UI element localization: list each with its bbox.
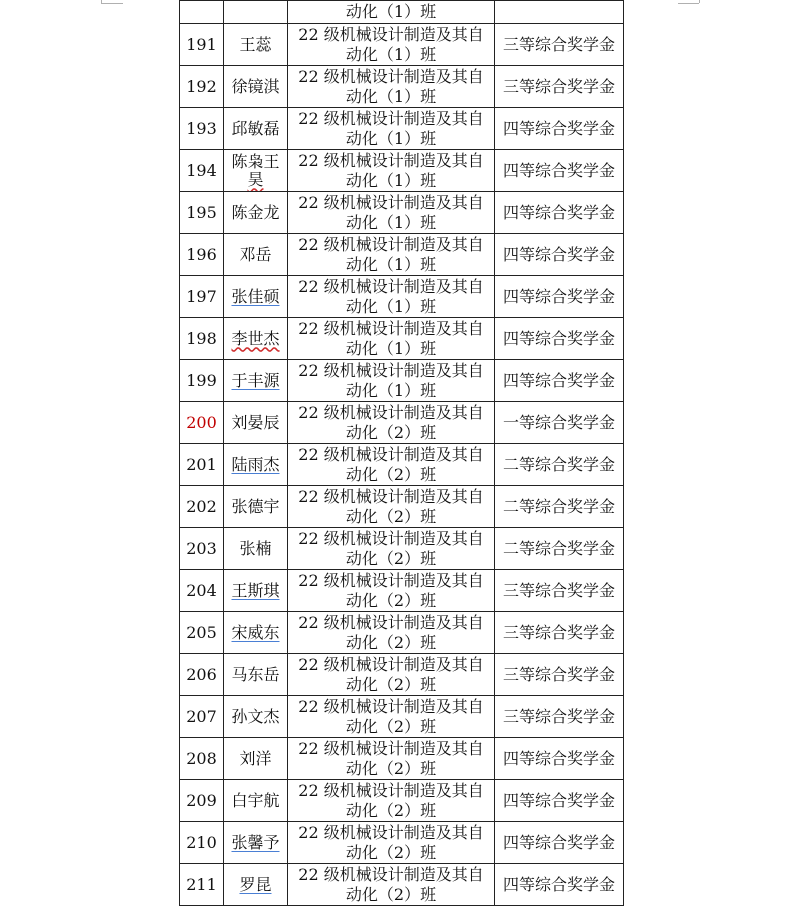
cell-class: [288, 654, 495, 696]
student-name: 孙文杰: [231, 706, 280, 726]
student-name: 李世杰: [231, 328, 280, 348]
cell-class: [288, 864, 495, 906]
table-row: [180, 66, 624, 108]
cell-name: [224, 1, 288, 24]
cell-award: 三等综合奖学金: [495, 24, 624, 66]
student-name: 于丰源: [231, 370, 280, 390]
class-line-1: 22 级机械设计制造及其自: [298, 234, 484, 254]
cell-num: 209: [180, 780, 224, 822]
table-row: [180, 486, 624, 528]
cell-class: [288, 234, 495, 276]
cell-class: [288, 192, 495, 234]
student-name: 张佳硕: [231, 286, 280, 306]
table-row: [180, 150, 624, 192]
student-name: 邱敏磊: [231, 118, 280, 138]
class-line-1: 22 级机械设计制造及其自: [298, 654, 484, 674]
cell-num: 203: [180, 528, 224, 570]
cell-class: [288, 738, 495, 780]
cell-num: 200: [180, 402, 224, 444]
cell-class: [288, 402, 495, 444]
cell-class: [288, 24, 495, 66]
class-line-1: 22 级机械设计制造及其自: [298, 276, 484, 296]
cell-award: 四等综合奖学金: [495, 738, 624, 780]
cell-name: [224, 822, 288, 864]
student-name: 邓岳: [239, 244, 272, 264]
cell-name: [224, 738, 288, 780]
class-line-2: 动化（2）班: [345, 674, 437, 694]
cell-name: [224, 318, 288, 360]
table-row: [180, 738, 624, 780]
cell-num: 208: [180, 738, 224, 780]
table-row: [180, 696, 624, 738]
student-name: 陆雨杰: [231, 454, 280, 474]
table-row: [180, 528, 624, 570]
table-row: [180, 234, 624, 276]
student-name: 白宇航: [231, 790, 280, 810]
cell-num: 207: [180, 696, 224, 738]
class-line-1: 22 级机械设计制造及其自: [298, 192, 484, 212]
class-line-2: 动化（1）班: [345, 128, 437, 148]
class-line-2: 动化（2）班: [345, 422, 437, 442]
table-row: [180, 780, 624, 822]
cell-num: 193: [180, 108, 224, 150]
cell-award: 四等综合奖学金: [495, 276, 624, 318]
table-row: [180, 402, 624, 444]
cell-name: [224, 696, 288, 738]
class-line-2: 动化（1）班: [345, 86, 437, 106]
student-name: 张楠: [239, 538, 272, 558]
student-name: 刘晏辰: [231, 412, 280, 432]
cell-name: [224, 864, 288, 906]
class-line-1: 22 级机械设计制造及其自: [298, 150, 484, 170]
cell-num: 210: [180, 822, 224, 864]
class-line-1: 22 级机械设计制造及其自: [298, 318, 484, 338]
table-row-continued: [180, 1, 624, 24]
cell-name: [224, 192, 288, 234]
class-line-1: 22 级机械设计制造及其自: [298, 570, 484, 590]
cell-num: 195: [180, 192, 224, 234]
cell-award: [495, 1, 624, 24]
cell-award: 四等综合奖学金: [495, 318, 624, 360]
class-line-1: 22 级机械设计制造及其自: [298, 360, 484, 380]
cell-num: 194: [180, 150, 224, 192]
cell-class: [288, 108, 495, 150]
cell-num: 196: [180, 234, 224, 276]
student-name: 刘洋: [239, 748, 272, 768]
cell-class: [288, 696, 495, 738]
cell-award: 一等综合奖学金: [495, 402, 624, 444]
cell-award: 二等综合奖学金: [495, 444, 624, 486]
cell-name: [224, 66, 288, 108]
scholarship-table: [179, 0, 624, 906]
class-line-1: 22 级机械设计制造及其自: [298, 402, 484, 422]
cell-num: 191: [180, 24, 224, 66]
cell-name: [224, 24, 288, 66]
cell-class: [288, 780, 495, 822]
cell-award: 四等综合奖学金: [495, 822, 624, 864]
table-row: [180, 654, 624, 696]
table-row: [180, 822, 624, 864]
cell-class: [288, 150, 495, 192]
student-name: 张馨予: [231, 832, 280, 852]
class-line-1: 22 级机械设计制造及其自: [298, 444, 484, 464]
cell-award: 四等综合奖学金: [495, 864, 624, 906]
table-row: [180, 570, 624, 612]
table-row: [180, 612, 624, 654]
class-line-2: 动化（2）班: [345, 800, 437, 820]
name-line-1: 陈枭王: [231, 151, 280, 171]
class-line-1: 22 级机械设计制造及其自: [298, 864, 484, 884]
table-body: [180, 1, 624, 906]
table-row: [180, 108, 624, 150]
cell-name: [224, 150, 288, 192]
cell-award: 三等综合奖学金: [495, 570, 624, 612]
class-line-2: 动化（1）班: [345, 254, 437, 274]
cell-name: [224, 276, 288, 318]
student-name: 陈金龙: [231, 202, 280, 222]
table-row: [180, 192, 624, 234]
table-row: [180, 360, 624, 402]
cell-name: [224, 528, 288, 570]
cell-class: [288, 360, 495, 402]
cell-name: [224, 780, 288, 822]
cell-award: 四等综合奖学金: [495, 360, 624, 402]
class-line-1: 22 级机械设计制造及其自: [298, 66, 484, 86]
cell-num: 205: [180, 612, 224, 654]
cell-class: [288, 66, 495, 108]
class-line-2: 动化（2）班: [345, 716, 437, 736]
class-line-1: 22 级机械设计制造及其自: [298, 528, 484, 548]
class-line-1: 22 级机械设计制造及其自: [298, 24, 484, 44]
cell-class: [288, 528, 495, 570]
student-name: 宋威东: [231, 622, 280, 642]
cell-num: 192: [180, 66, 224, 108]
cell-award: 二等综合奖学金: [495, 486, 624, 528]
student-name: 王蕊: [239, 34, 272, 54]
cell-class: [288, 486, 495, 528]
cell-num: 198: [180, 318, 224, 360]
cell-name: [224, 486, 288, 528]
cell-class: [288, 612, 495, 654]
cell-award: 四等综合奖学金: [495, 780, 624, 822]
cell-num: 206: [180, 654, 224, 696]
cell-award: 三等综合奖学金: [495, 654, 624, 696]
student-name: 罗昆: [239, 874, 272, 894]
class-line-2: 动化（2）班: [345, 590, 437, 610]
cell-class: [288, 276, 495, 318]
cell-name: [224, 654, 288, 696]
class-line-2: 动化（1）班: [345, 380, 437, 400]
class-line-2: 动化（1）班: [345, 296, 437, 316]
class-line-1: 22 级机械设计制造及其自: [298, 780, 484, 800]
cell-class: 动化（1）班: [288, 1, 495, 24]
class-line-2: 动化（2）班: [345, 548, 437, 568]
class-line-1: 22 级机械设计制造及其自: [298, 486, 484, 506]
cell-name: [224, 108, 288, 150]
cell-class: [288, 822, 495, 864]
cell-name: [224, 234, 288, 276]
cell-num: [180, 1, 224, 24]
class-line-2: 动化（2）班: [345, 884, 437, 904]
cell-award: 三等综合奖学金: [495, 66, 624, 108]
class-line-2: 动化（2）班: [345, 632, 437, 652]
cell-award: 四等综合奖学金: [495, 150, 624, 192]
student-name: 王斯琪: [231, 580, 280, 600]
table-row: [180, 444, 624, 486]
cell-name: [224, 444, 288, 486]
class-line-2: 动化（1）班: [345, 44, 437, 64]
class-line-1: 22 级机械设计制造及其自: [298, 612, 484, 632]
cell-award: 二等综合奖学金: [495, 528, 624, 570]
class-line-1: 22 级机械设计制造及其自: [298, 738, 484, 758]
class-line-1: 22 级机械设计制造及其自: [298, 822, 484, 842]
cell-num: 211: [180, 864, 224, 906]
cell-award: 三等综合奖学金: [495, 612, 624, 654]
class-line-2: 动化（1）班: [345, 212, 437, 232]
cell-num: 199: [180, 360, 224, 402]
cell-award: 四等综合奖学金: [495, 108, 624, 150]
cell-num: 204: [180, 570, 224, 612]
table-row: [180, 276, 624, 318]
cell-class: [288, 318, 495, 360]
cell-name: [224, 360, 288, 402]
name-line-2: 昊: [247, 169, 264, 189]
cell-award: 四等综合奖学金: [495, 192, 624, 234]
cell-award: 三等综合奖学金: [495, 696, 624, 738]
class-line-2: 动化（2）班: [345, 842, 437, 862]
class-line-2: 动化（2）班: [345, 758, 437, 778]
table-row: [180, 318, 624, 360]
student-name: 马东岳: [231, 664, 280, 684]
class-line-2: 动化（1）班: [345, 338, 437, 358]
cell-name: [224, 570, 288, 612]
class-line-2: 动化（2）班: [345, 464, 437, 484]
cell-num: 202: [180, 486, 224, 528]
class-line-2: 动化（1）班: [345, 170, 437, 190]
class-line-2: 动化（2）班: [345, 506, 437, 526]
class-line-1: 22 级机械设计制造及其自: [298, 696, 484, 716]
class-line-1: 22 级机械设计制造及其自: [298, 108, 484, 128]
cell-class: [288, 444, 495, 486]
student-name: 徐镜淇: [231, 76, 280, 96]
table-row: [180, 864, 624, 906]
cell-name: [224, 402, 288, 444]
cell-num: 197: [180, 276, 224, 318]
table-row: [180, 24, 624, 66]
cell-num: 201: [180, 444, 224, 486]
cell-name: [224, 612, 288, 654]
cell-class: [288, 570, 495, 612]
cell-award: 四等综合奖学金: [495, 234, 624, 276]
student-name: 张德宇: [231, 496, 280, 516]
